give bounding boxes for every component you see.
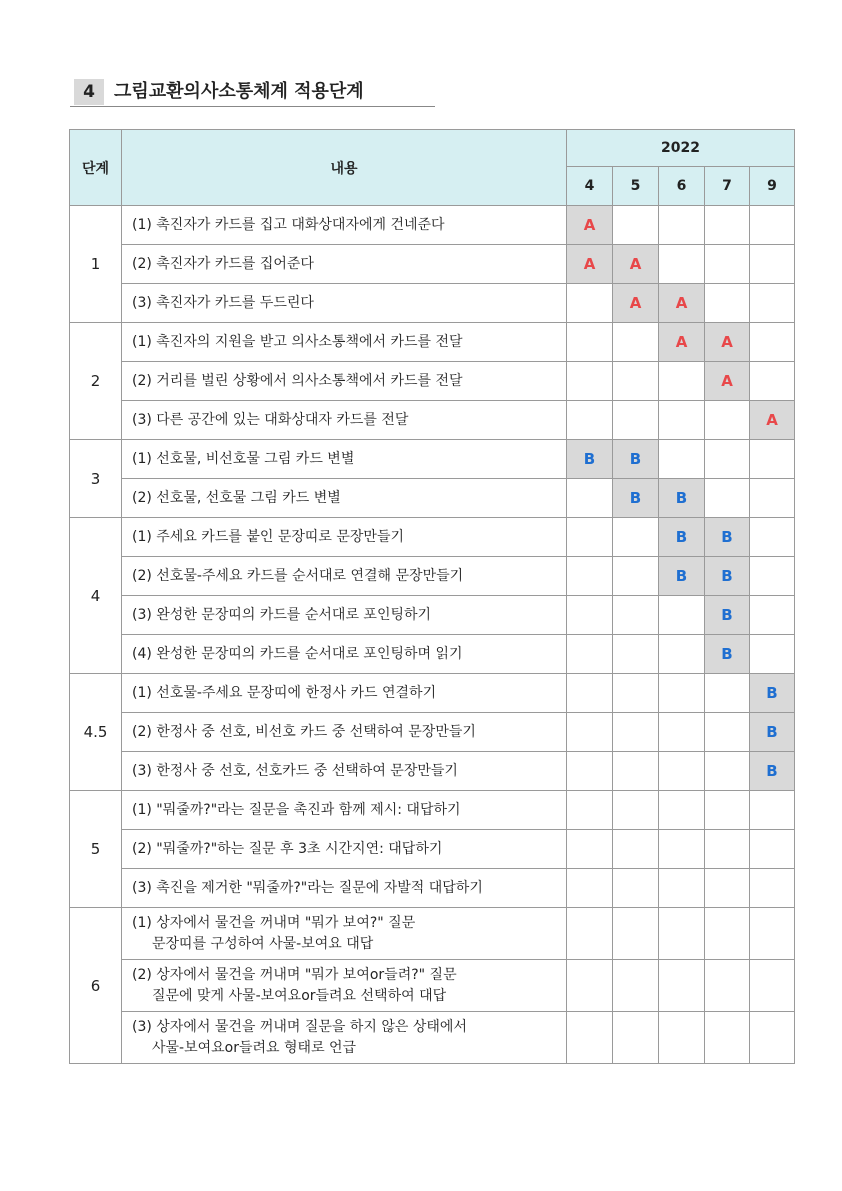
schedule-cell-empty [750,635,795,674]
content-cell [122,362,567,401]
schedule-cell-empty [705,440,750,479]
schedule-cell-empty [659,206,705,245]
content-line: (4) 완성한 문장띠의 카드를 순서대로 포인팅하며 읽기 [132,645,463,662]
schedule-cell-empty [567,791,613,830]
schedule-cell-empty [750,362,795,401]
stage-cell: 3 [70,440,122,518]
stage-cell: 2 [70,323,122,440]
schedule-cell-empty [613,752,659,791]
schedule-cell-empty [659,440,705,479]
table-row [70,557,795,596]
content-cell [122,284,567,323]
header-content: 내용 [122,130,567,206]
table-row [70,245,795,284]
schedule-cell-empty [750,596,795,635]
table-row [70,440,795,479]
content-cell [122,323,567,362]
content-cell [122,869,567,908]
schedule-mark: A [705,323,750,362]
table-row [70,869,795,908]
content-cell [122,596,567,635]
schedule-cell-empty [613,323,659,362]
section-heading [70,77,435,107]
schedule-cell-empty [659,752,705,791]
schedule-cell-empty [567,596,613,635]
content-line: (1) 촉진자의 지원을 받고 의사소통책에서 카드를 전달 [132,333,463,350]
schedule-cell-empty [659,674,705,713]
stage-cell: 5 [70,791,122,908]
schedule-cell-empty [567,479,613,518]
content-cell [122,245,567,284]
schedule-cell-empty [750,479,795,518]
content-cell [122,635,567,674]
schedule-cell-empty [613,362,659,401]
table-row [70,479,795,518]
content-line: (3) 다른 공간에 있는 대화상대자 카드를 전달 [132,411,409,428]
schedule-mark: A [613,284,659,323]
content-line: (3) 완성한 문장띠의 카드를 순서대로 포인팅하기 [132,606,432,623]
schedule-mark: B [750,713,795,752]
schedule-cell-empty [567,323,613,362]
content-cell [122,960,567,1012]
schedule-cell-empty [705,674,750,713]
schedule-mark: B [659,557,705,596]
schedule-cell-empty [567,518,613,557]
content-line: (3) 촉진을 제거한 "뭐줄까?"라는 질문에 자발적 대답하기 [132,879,483,896]
content-line: (1) 주세요 카드를 붙인 문장띠로 문장만들기 [132,528,404,545]
schedule-cell-empty [705,752,750,791]
header-year: 2022 [567,130,795,167]
content-line: (1) "뭐줄까?"라는 질문을 촉진과 함께 제시: 대답하기 [132,801,461,818]
schedule-cell-empty [705,791,750,830]
schedule-cell-empty [567,869,613,908]
schedule-cell-empty [659,596,705,635]
schedule-cell-empty [750,440,795,479]
content-line: (2) 선호물-주세요 카드를 순서대로 연결해 문장만들기 [132,567,464,584]
heading-underline [70,106,435,107]
content-cell [122,518,567,557]
content-cell [122,908,567,960]
content-cell [122,713,567,752]
schedule-cell-empty [567,635,613,674]
schedule-cell-empty [613,674,659,713]
schedule-cell-empty [659,635,705,674]
table-row [70,908,795,960]
schedule-cell-empty [705,479,750,518]
schedule-cell-empty [613,596,659,635]
schedule-cell-empty [705,830,750,869]
schedule-mark: A [659,284,705,323]
schedule-mark: A [750,401,795,440]
content-cell [122,440,567,479]
schedule-mark: A [567,206,613,245]
table-row [70,960,795,1012]
table-row [70,206,795,245]
schedule-cell-empty [750,908,795,960]
table-row [70,830,795,869]
schedule-cell-empty [567,284,613,323]
schedule-cell-empty [750,869,795,908]
content-line: (1) 선호물, 비선호물 그림 카드 변별 [132,450,355,467]
schedule-cell-empty [659,245,705,284]
schedule-cell-empty [613,869,659,908]
content-line: (1) 선호물-주세요 문장띠에 한정사 카드 연결하기 [132,684,437,701]
schedule-cell-empty [659,401,705,440]
content-cell [122,401,567,440]
content-cell [122,206,567,245]
content-line: 사물-보여요or들려요 형태로 언급 [152,1039,357,1056]
schedule-mark: B [659,479,705,518]
schedule-cell-empty [613,960,659,1012]
schedule-mark: B [750,752,795,791]
schedule-cell-empty [613,791,659,830]
table-row [70,362,795,401]
content-line: (2) 상자에서 물건을 꺼내며 "뭐가 보여or들려?" 질문 [132,966,457,983]
schedule-cell-empty [705,401,750,440]
schedule-cell-empty [750,284,795,323]
schedule-cell-empty [613,635,659,674]
schedule-cell-empty [567,1012,613,1064]
table-row [70,401,795,440]
schedule-cell-empty [705,1012,750,1064]
schedule-cell-empty [705,869,750,908]
schedule-cell-empty [659,1012,705,1064]
content-line: 질문에 맞게 사물-보여요or들려요 선택하여 대답 [152,987,447,1004]
content-cell [122,674,567,713]
content-line: (3) 한정사 중 선호, 선호카드 중 선택하여 문장만들기 [132,762,458,779]
table-row [70,635,795,674]
table-row [70,323,795,362]
schedule-mark: A [705,362,750,401]
schedule-cell-empty [750,1012,795,1064]
header-month: 7 [705,167,750,206]
schedule-cell-empty [567,362,613,401]
schedule-cell-empty [750,830,795,869]
schedule-cell-empty [659,908,705,960]
pecs-stage-table [69,129,795,1064]
header-stage: 단계 [70,130,122,206]
schedule-mark: B [613,440,659,479]
schedule-mark: B [705,596,750,635]
stage-cell: 6 [70,908,122,1064]
content-line: (1) 촉진자가 카드를 집고 대화상대자에게 건네준다 [132,216,445,233]
schedule-cell-empty [659,362,705,401]
content-cell [122,479,567,518]
schedule-cell-empty [750,791,795,830]
schedule-mark: B [705,635,750,674]
schedule-cell-empty [613,401,659,440]
schedule-cell-empty [705,908,750,960]
schedule-cell-empty [567,401,613,440]
schedule-mark: B [567,440,613,479]
header-month: 5 [613,167,659,206]
schedule-mark: B [705,557,750,596]
schedule-cell-empty [750,206,795,245]
schedule-cell-empty [613,713,659,752]
header-month: 4 [567,167,613,206]
schedule-cell-empty [750,245,795,284]
content-line: (1) 상자에서 물건을 꺼내며 "뭐가 보여?" 질문 [132,914,416,931]
content-cell [122,557,567,596]
table-row [70,713,795,752]
content-cell [122,830,567,869]
schedule-cell-empty [567,752,613,791]
schedule-cell-empty [705,284,750,323]
content-line: (2) 한정사 중 선호, 비선호 카드 중 선택하여 문장만들기 [132,723,476,740]
content-line: (2) 거리를 벌린 상황에서 의사소통책에서 카드를 전달 [132,372,463,389]
schedule-cell-empty [750,960,795,1012]
schedule-mark: B [750,674,795,713]
schedule-cell-empty [705,206,750,245]
section-number: 4 [74,79,104,105]
schedule-cell-empty [750,323,795,362]
schedule-cell-empty [659,713,705,752]
stage-cell: 1 [70,206,122,323]
schedule-cell-empty [659,830,705,869]
schedule-cell-empty [567,674,613,713]
content-line: (3) 촉진자가 카드를 두드린다 [132,294,314,311]
schedule-cell-empty [750,518,795,557]
table-row [70,518,795,557]
schedule-cell-empty [659,960,705,1012]
content-cell [122,1012,567,1064]
schedule-cell-empty [659,791,705,830]
schedule-cell-empty [613,557,659,596]
table-row [70,674,795,713]
schedule-cell-empty [613,908,659,960]
stage-cell: 4 [70,518,122,674]
content-line: (2) "뭐줄까?"하는 질문 후 3초 시간지연: 대답하기 [132,840,443,857]
table-body [70,206,795,1064]
header-month: 9 [750,167,795,206]
schedule-mark: A [567,245,613,284]
schedule-mark: A [659,323,705,362]
section-title: 그림교환의사소통체계 적용단계 [114,81,364,102]
table-row [70,284,795,323]
schedule-cell-empty [750,557,795,596]
schedule-cell-empty [567,960,613,1012]
schedule-cell-empty [613,518,659,557]
content-line: (2) 촉진자가 카드를 집어준다 [132,255,314,272]
schedule-cell-empty [705,713,750,752]
content-line: (3) 상자에서 물건을 꺼내며 질문을 하지 않은 상태에서 [132,1018,467,1035]
schedule-mark: B [613,479,659,518]
content-line: (2) 선호물, 선호물 그림 카드 변별 [132,489,341,506]
content-line: 문장띠를 구성하여 사물-보여요 대답 [152,935,374,952]
schedule-cell-empty [613,830,659,869]
schedule-cell-empty [613,206,659,245]
table-row [70,596,795,635]
schedule-cell-empty [705,245,750,284]
table-row [70,791,795,830]
content-cell [122,752,567,791]
stage-cell: 4.5 [70,674,122,791]
schedule-cell-empty [567,908,613,960]
schedule-mark: A [613,245,659,284]
schedule-cell-empty [705,960,750,1012]
schedule-cell-empty [613,1012,659,1064]
content-cell [122,791,567,830]
table-row [70,752,795,791]
schedule-mark: B [659,518,705,557]
schedule-mark: B [705,518,750,557]
schedule-cell-empty [567,830,613,869]
header-month: 6 [659,167,705,206]
table-row [70,1012,795,1064]
schedule-cell-empty [567,713,613,752]
schedule-cell-empty [659,869,705,908]
schedule-cell-empty [567,557,613,596]
